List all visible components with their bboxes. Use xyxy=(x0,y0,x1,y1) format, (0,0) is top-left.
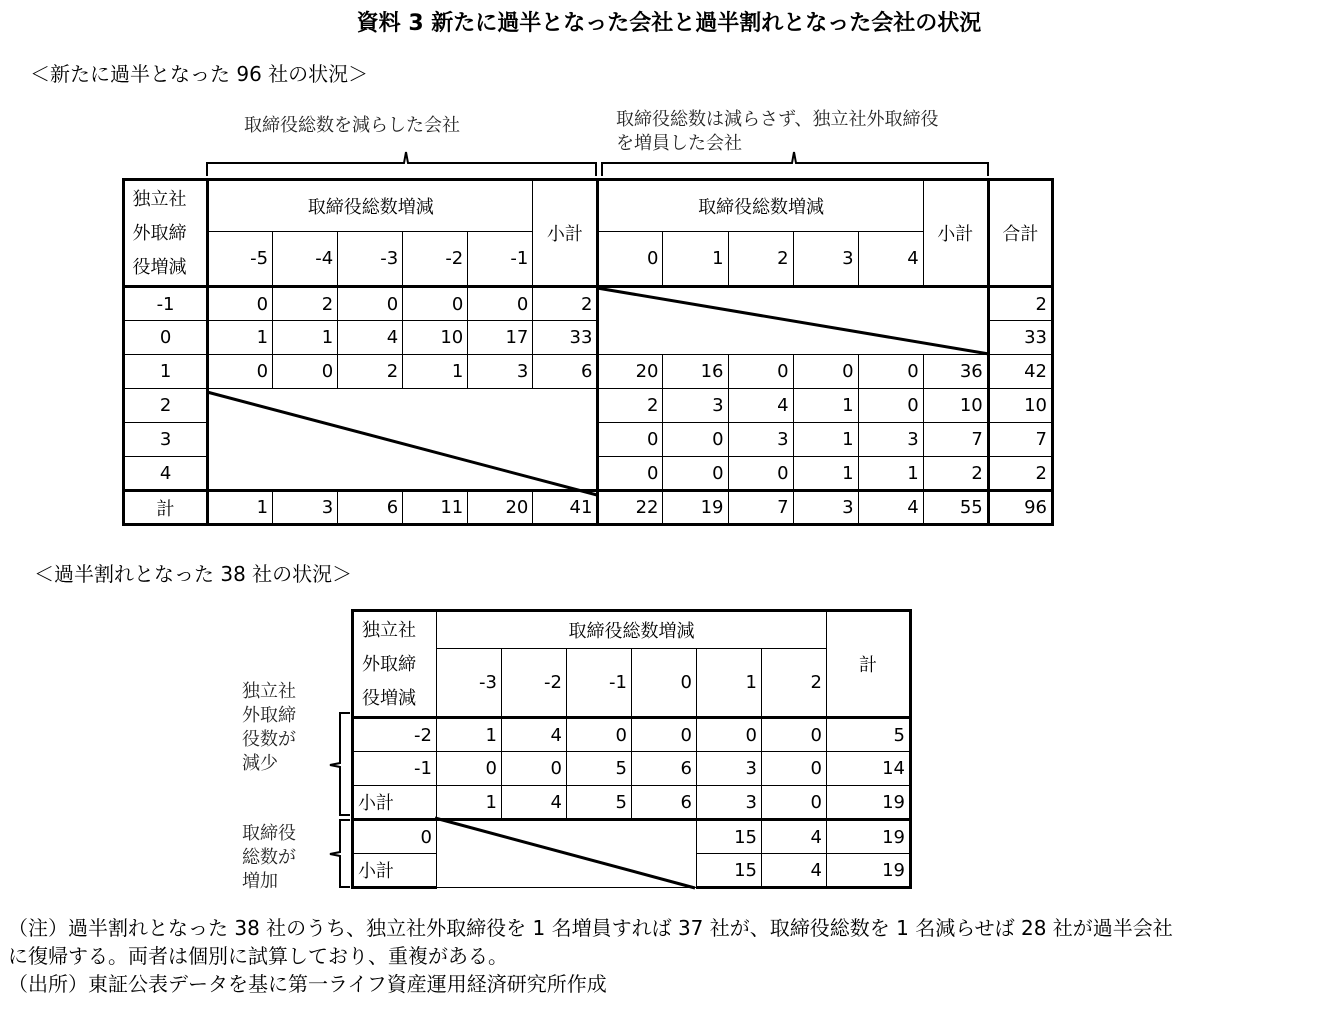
table-cell: 0 xyxy=(762,752,827,786)
table-cell: 3 xyxy=(697,752,762,786)
table-cell: 0 xyxy=(403,287,468,321)
col-2-4: 0 xyxy=(632,648,697,717)
table-cell: 20 xyxy=(598,355,663,389)
table-cell: 0 xyxy=(598,457,663,491)
row-label: 計 xyxy=(124,491,208,525)
col-group-header-add: 取締役総数増減 xyxy=(598,180,923,232)
table-cell: 4 xyxy=(502,718,567,752)
table-cell: 22 xyxy=(598,491,663,525)
table-cell: 11 xyxy=(403,491,468,525)
table-cell: 0 xyxy=(567,718,632,752)
table-row xyxy=(124,355,1053,389)
table-row xyxy=(124,287,1053,321)
col-add-3: 2 xyxy=(728,232,793,287)
empty-block-2 xyxy=(437,820,697,888)
table-cell: 3 xyxy=(858,423,923,457)
table-cell: 0 xyxy=(208,287,273,321)
table-cell: 20 xyxy=(468,491,533,525)
row-label: 0 xyxy=(124,321,208,355)
table-cell: 5 xyxy=(567,752,632,786)
brace-decrease xyxy=(330,713,350,815)
table-row xyxy=(353,820,911,854)
note-line-1: （注）過半割れとなった 38 社のうち、独立社外取締役を 1 名増員すれば 37 社が、取締役総数を 1 名減らせば 28 社が過半会社 xyxy=(8,916,1173,940)
table-cell: 3 xyxy=(793,491,858,525)
table-cell: 10 xyxy=(403,321,468,355)
brace-reduce-group xyxy=(207,152,596,176)
table-cell: 41 xyxy=(533,491,598,525)
table-cell: 19 xyxy=(663,491,728,525)
table-cell: 0 xyxy=(697,718,762,752)
source-line: （出所）東証公表データを基に第一ライフ資産運用経済研究所作成 xyxy=(8,972,607,996)
row-label: -1 xyxy=(353,752,437,786)
total-header-2: 計 xyxy=(827,611,911,718)
table-cell: 33 xyxy=(533,321,598,355)
page-title: 資料 3 新たに過半となった会社と過半割れとなった会社の状況 xyxy=(356,11,982,36)
table-cell: 33 xyxy=(988,321,1052,355)
table-cell: 4 xyxy=(858,491,923,525)
row-label: 0 xyxy=(353,820,437,854)
table-cell: 3 xyxy=(663,389,728,423)
table-cell: 7 xyxy=(728,491,793,525)
table-row xyxy=(124,389,1053,423)
table-cell: 1 xyxy=(273,321,338,355)
col-add-2: 1 xyxy=(663,232,728,287)
table-cell: 2 xyxy=(273,287,338,321)
table-cell: 0 xyxy=(502,752,567,786)
table-cell: 0 xyxy=(728,457,793,491)
section2-heading: ＜過半割れとなった 38 社の状況＞ xyxy=(34,562,353,586)
row-label: 4 xyxy=(124,457,208,491)
table-cell: 1 xyxy=(208,321,273,355)
side-label-increase: 取締役 総数が 増加 xyxy=(242,823,296,892)
table-cell: 4 xyxy=(502,786,567,820)
col-group-header-reduce: 取締役総数増減 xyxy=(208,180,533,232)
table-row-total xyxy=(124,491,1053,525)
row-label: 小計 xyxy=(353,786,437,820)
table-cell: 2 xyxy=(988,457,1052,491)
table-cell: 2 xyxy=(338,355,403,389)
col-reduce-4: -2 xyxy=(403,232,468,287)
row-label: -1 xyxy=(124,287,208,321)
table-cell: 10 xyxy=(988,389,1052,423)
table-cell: 0 xyxy=(598,423,663,457)
table-cell: 0 xyxy=(663,457,728,491)
footnotes xyxy=(8,914,1338,998)
table-cell: 19 xyxy=(827,820,911,854)
empty-block-add-top xyxy=(598,287,988,355)
table-cell: 0 xyxy=(858,389,923,423)
table-cell: 2 xyxy=(988,287,1052,321)
table-cell: 0 xyxy=(793,355,858,389)
group-add-label-line1: 取締役総数は減らさず、独立社外取締役 xyxy=(616,109,939,130)
col-add-5: 4 xyxy=(858,232,923,287)
table-cell: 0 xyxy=(663,423,728,457)
col-2-6: 2 xyxy=(762,648,827,717)
col-reduce-3: -3 xyxy=(338,232,403,287)
col-add-1: 0 xyxy=(598,232,663,287)
row-header-independent-directors: 独立社外取締役増減 xyxy=(124,180,208,287)
table-cell: 4 xyxy=(338,321,403,355)
table-cell: 19 xyxy=(827,786,911,820)
total-header: 合計 xyxy=(988,180,1052,287)
table-cell: 1 xyxy=(793,457,858,491)
table-cell: 0 xyxy=(632,718,697,752)
table-cell: 7 xyxy=(923,423,988,457)
table-cell: 0 xyxy=(762,786,827,820)
table-cell: 96 xyxy=(988,491,1052,525)
col-2-2: -2 xyxy=(502,648,567,717)
table-row-subtotal xyxy=(353,786,911,820)
table-row xyxy=(353,752,911,786)
table-cell: 6 xyxy=(632,786,697,820)
row-label: 2 xyxy=(124,389,208,423)
subtotal-header-reduce: 小計 xyxy=(533,180,598,287)
table-cell: 2 xyxy=(533,287,598,321)
table-cell: 15 xyxy=(697,820,762,854)
table-cell: 10 xyxy=(923,389,988,423)
table-cell: 36 xyxy=(923,355,988,389)
col-2-1: -3 xyxy=(437,648,502,717)
col-reduce-5: -1 xyxy=(468,232,533,287)
group-add-label-line2: を増員した会社 xyxy=(616,133,742,154)
table-cell: 19 xyxy=(827,854,911,888)
note-line-2: に復帰する。両者は個別に試算しており、重複がある。 xyxy=(8,944,508,968)
table-cell: 5 xyxy=(827,718,911,752)
table-cell: 6 xyxy=(632,752,697,786)
col-2-5: 1 xyxy=(697,648,762,717)
row-label: -2 xyxy=(353,718,437,752)
table-cell: 0 xyxy=(728,355,793,389)
table-cell: 2 xyxy=(598,389,663,423)
row-label: 3 xyxy=(124,423,208,457)
table-cell: 0 xyxy=(762,718,827,752)
table-cell: 1 xyxy=(793,389,858,423)
table-cell: 3 xyxy=(273,491,338,525)
table-cell: 17 xyxy=(468,321,533,355)
table-cell: 1 xyxy=(793,423,858,457)
table-cell: 0 xyxy=(858,355,923,389)
table-cell: 6 xyxy=(533,355,598,389)
table-cell: 16 xyxy=(663,355,728,389)
table-cell: 7 xyxy=(988,423,1052,457)
col-2-3: -1 xyxy=(567,648,632,717)
table-cell: 2 xyxy=(923,457,988,491)
table-cell: 4 xyxy=(762,820,827,854)
table-cell: 1 xyxy=(437,718,502,752)
table-cell: 1 xyxy=(437,786,502,820)
table-cell: 3 xyxy=(468,355,533,389)
col-reduce-2: -4 xyxy=(273,232,338,287)
row-header-independent-directors-2: 独立社外取締役増減 xyxy=(353,611,437,718)
col-group-header-2: 取締役総数増減 xyxy=(437,611,827,649)
table-new-majority xyxy=(122,178,1054,526)
table-cell: 15 xyxy=(697,854,762,888)
table-lost-majority xyxy=(351,609,912,889)
table-cell: 0 xyxy=(437,752,502,786)
subtotal-header-add: 小計 xyxy=(923,180,988,287)
table-cell: 1 xyxy=(403,355,468,389)
col-reduce-1: -5 xyxy=(208,232,273,287)
table-cell: 1 xyxy=(208,491,273,525)
table-cell: 0 xyxy=(208,355,273,389)
table-cell: 0 xyxy=(468,287,533,321)
table-cell: 5 xyxy=(567,786,632,820)
group-reduce-label: 取締役総数を減らした会社 xyxy=(244,115,460,136)
row-label: 小計 xyxy=(353,854,437,888)
side-label-decrease: 独立社 外取締 役数が 減少 xyxy=(242,681,296,774)
col-add-4: 3 xyxy=(793,232,858,287)
section1-heading: ＜新たに過半となった 96 社の状況＞ xyxy=(30,62,369,86)
table-cell: 0 xyxy=(338,287,403,321)
table-cell: 6 xyxy=(338,491,403,525)
row-label: 1 xyxy=(124,355,208,389)
table-row xyxy=(353,718,911,752)
table-cell: 3 xyxy=(697,786,762,820)
table-cell: 4 xyxy=(762,854,827,888)
table-cell: 4 xyxy=(728,389,793,423)
table-cell: 42 xyxy=(988,355,1052,389)
table-cell: 1 xyxy=(858,457,923,491)
table-cell: 14 xyxy=(827,752,911,786)
empty-block-reduce-bottom xyxy=(208,389,598,491)
table-cell: 3 xyxy=(728,423,793,457)
table-cell: 0 xyxy=(273,355,338,389)
brace-increase xyxy=(330,820,350,887)
table-cell: 55 xyxy=(923,491,988,525)
